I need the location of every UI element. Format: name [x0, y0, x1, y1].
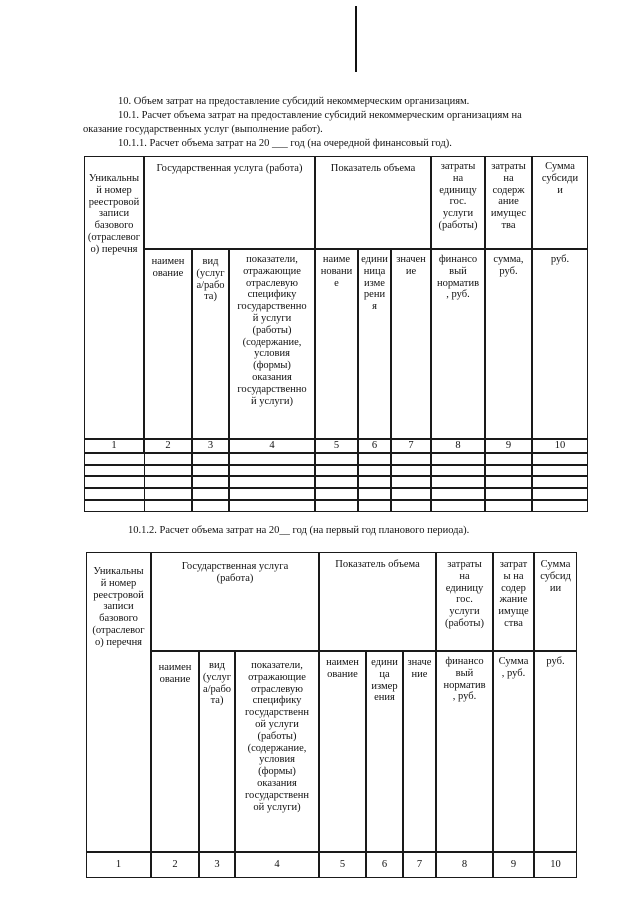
- column-number: 8: [455, 440, 461, 451]
- subheader-service-indicators: показатели, отражающие отраслевую специфику государственно й услуги (работы) (содержание, условия (формы) оказания государственно й услуги): [237, 254, 307, 407]
- header-maintenance-cost: затраты на содерж ание имущес тва: [490, 161, 527, 231]
- header-subsidy-sum: Сумма субсид ии: [540, 559, 571, 594]
- column-number: 2: [172, 859, 178, 870]
- column-number: 3: [214, 859, 220, 870]
- column-number: 10: [554, 440, 566, 451]
- subheader-service-name: наимен ование: [151, 256, 185, 279]
- header-cost-per-unit: затраты на единицу гос. услуги (работы): [444, 559, 484, 629]
- header-registry-number: Уникальны й номер реестровой записи базового (отраслевог о) перечня: [92, 566, 145, 648]
- column-number: 4: [274, 859, 280, 870]
- margin-rule: [355, 6, 357, 72]
- column-number: 4: [269, 440, 275, 451]
- subheader-service-type: вид (услуг а/рабо та): [196, 256, 225, 303]
- subheader-volume-unit: едини ница изме рени я: [361, 254, 388, 313]
- header-maintenance-cost: затрат ы на содер жание имуще ства: [498, 559, 529, 629]
- header-volume-indicator: Показатель объема: [330, 163, 416, 174]
- subheader-volume-value: значе ние: [407, 657, 432, 680]
- subheader-volume-name: наиме новани е: [320, 254, 353, 289]
- subheader-rub: руб.: [550, 254, 570, 265]
- column-number: 6: [371, 440, 378, 451]
- column-number: 8: [461, 859, 468, 870]
- column-number: 5: [333, 440, 340, 451]
- column-number: 9: [505, 440, 512, 451]
- header-cost-per-unit: затраты на единицу гос. услуги (работы): [438, 161, 478, 231]
- subsection-heading-line2: оказание государственных услуг (выполнение работ).: [83, 124, 323, 135]
- header-volume-indicator: Показатель объема: [335, 559, 420, 570]
- header-state-service: Государственная услуга (работа): [181, 561, 289, 584]
- subheader-financial-norm: финансо вый норматив , руб.: [436, 254, 480, 301]
- subheader-service-name: наимен ование: [158, 662, 192, 685]
- column-number: 10: [550, 859, 561, 870]
- subheader-volume-value: значен ие: [396, 254, 426, 277]
- column-number: 7: [408, 440, 414, 451]
- column-number: 1: [111, 440, 117, 451]
- column-number: 7: [416, 859, 423, 870]
- column-number: 9: [510, 859, 517, 870]
- subheader-maintenance-sum: Сумма , руб.: [498, 656, 529, 679]
- column-number: 1: [115, 859, 122, 870]
- column-number: 3: [207, 440, 214, 451]
- column-number: 6: [381, 859, 388, 870]
- subheader-volume-unit: едини ца измер ения: [371, 657, 398, 704]
- subheader-service-type: вид (услуг а/рабо та): [202, 660, 232, 707]
- subheader-volume-name: наимен ование: [326, 657, 359, 680]
- subheader-service-indicators: показатели, отражающие отраслевую специфику государственн ой услуги (работы) (содержание, условия (формы) оказания государственн ой услуги): [245, 660, 309, 813]
- subsection-heading-line1: 10.1. Расчет объема затрат на предоставление субсидий некоммерческим организациям на: [118, 110, 522, 121]
- table2-caption: 10.1.2. Расчет объема затрат на 20__ год (на первый год планового периода).: [128, 525, 470, 536]
- column-number: 5: [339, 859, 346, 870]
- header-registry-number: Уникальны й номер реестровой записи базового (отраслевог о) перечня: [87, 173, 141, 255]
- subheader-financial-norm: финансо вый норматив , руб.: [443, 656, 486, 703]
- subheader-rub: руб.: [546, 656, 565, 667]
- subheader-maintenance-sum: сумма, руб.: [493, 254, 524, 277]
- header-state-service: Государственная услуга (работа): [156, 163, 303, 174]
- table1-caption: 10.1.1. Расчет объема затрат на 20 ___ год (на очередной финансовый год).: [118, 138, 452, 149]
- section-heading: 10. Объем затрат на предоставление субсидий некоммерческим организациям.: [118, 96, 470, 107]
- header-subsidy-sum: Сумма субсиди и: [541, 161, 579, 196]
- column-number: 2: [165, 440, 171, 451]
